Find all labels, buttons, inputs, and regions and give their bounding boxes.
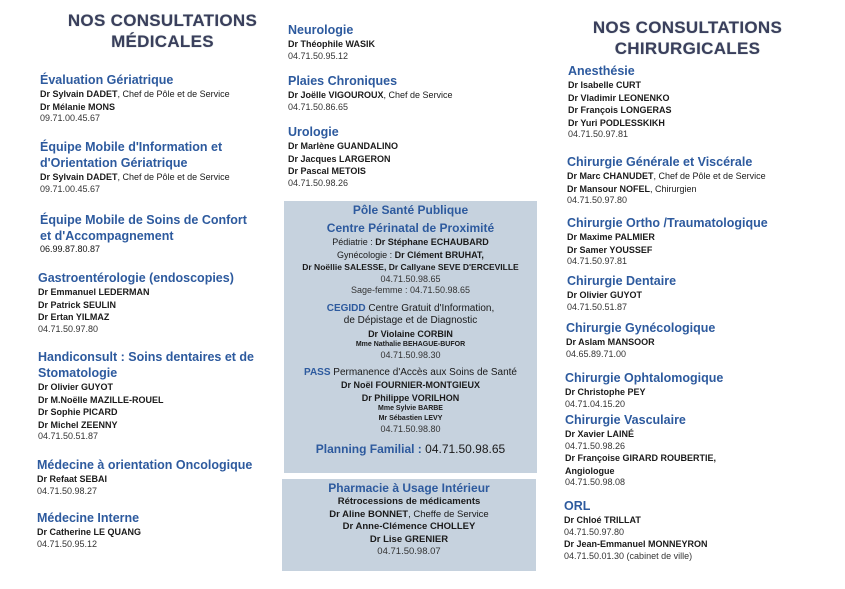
section-neurologie (288, 22, 528, 62)
phone-number: 04.71.50.97.80 (567, 195, 628, 205)
section-title: Anesthésie (568, 64, 635, 78)
section-chirurgie-ophtalmo (565, 370, 805, 410)
doctor-role: , Chef de Pôle et de Service (117, 172, 230, 182)
pharmacie-box (282, 479, 536, 571)
phone-number: 04.71.50.97.80 (38, 323, 99, 334)
doctor-name: Dr Violaine CORBIN (368, 328, 453, 339)
phone-number: 04.71.50.98.26 (288, 177, 349, 188)
section-chirurgie-generale (567, 154, 807, 207)
section-equipe-mobile-soins (40, 212, 285, 256)
section-urologie (288, 124, 528, 189)
section-oncologique (37, 457, 287, 497)
section-title-l2: Stomatologie (38, 366, 118, 380)
section-title: Évaluation Gériatrique (40, 73, 174, 87)
section-title: Chirurgie Ophtalomogique (565, 371, 724, 385)
section-title-l1: Équipe Mobile de Soins de Confort (40, 213, 247, 227)
doctor-role: , Chef de Pôle et de Service (117, 89, 230, 99)
phone-number: 09.71.00.45.67 (40, 183, 101, 194)
section-title: Chirurgie Générale et Viscérale (567, 155, 753, 169)
section-anesthesie (568, 63, 808, 141)
section-equipe-mobile-geriatrique (40, 139, 285, 195)
section-medecine-interne (37, 510, 282, 550)
phone-number: 04.71.50.98.07 (377, 546, 441, 557)
section-title: Urologie (288, 125, 339, 139)
doctor-name: Dr Pascal METOIS (288, 166, 366, 176)
doctor-name: Dr Jean-Emmanuel MONNEYRON (564, 539, 708, 549)
doctor-names: Dr Noëllie SALESSE, Dr Callyane SEVE D'ERCEVILLE (302, 262, 519, 272)
staff-name: Mme Nathalie BEHAGUE-BUFOR (355, 341, 466, 348)
cegidd-abbr: CEGIDD (326, 302, 366, 314)
doctor-name: Dr Samer YOUSSEF (567, 244, 653, 255)
section-title-l2: et d'Accompagnement (40, 229, 174, 243)
doctor-name: Dr Anne-Clémence CHOLLEY (342, 521, 476, 532)
medicales-heading-l1: NOS CONSULTATIONS (67, 11, 258, 30)
gyneco-label: Gynécologie : (337, 249, 395, 260)
phone-number: 04.71.50.98.26 (565, 440, 626, 451)
phone-number: 04.71.50.95.12 (288, 50, 349, 61)
cegidd-title-l1: Centre Gratuit d'Information, (365, 302, 495, 314)
pass-title: Permanence d'Accès aux Soins de Santé (330, 366, 517, 378)
phone-number: 04.71.50.98.08 (565, 477, 626, 487)
medicales-heading (40, 10, 285, 52)
planning-label: Planning Familial : (315, 441, 426, 456)
section-evaluation-geriatrique (40, 72, 285, 125)
doctor-role: , Chef de Service (383, 90, 453, 100)
section-title: Médecine Interne (37, 511, 140, 525)
phone-number: 04.71.50.01.30 (cabinet de ville) (564, 550, 693, 561)
section-plaies-chroniques (288, 73, 528, 113)
section-title-l1: Handiconsult : Soins dentaires et de (38, 350, 255, 364)
doctor-name: Dr Joëlle VIGOUROUX (288, 90, 384, 100)
pharmacie-subtitle: Rétrocessions de médicaments (337, 496, 481, 507)
phone-number: 04.71.50.51.87 (38, 431, 99, 441)
doctor-name: Dr Clément BRUHAT, (394, 249, 484, 260)
pediatrie-label: Pédiatrie : (332, 237, 376, 247)
doctor-name: Dr Marlène GUANDALINO (288, 141, 399, 151)
doctor-name: Dr Françoise GIRARD ROUBERTIE, (565, 453, 717, 463)
section-handiconsult (38, 349, 283, 443)
section-title: Chirurgie Vasculaire (565, 413, 686, 427)
doctor-name: Dr Philippe VORILHON (361, 392, 460, 403)
doctor-name: Dr Olivier GUYOT (567, 290, 643, 300)
doctor-name: Dr Aline BONNET (329, 508, 409, 520)
doctor-name: Dr Chloé TRILLAT (564, 515, 641, 525)
doctor-name: Dr Mansour NOFEL (567, 183, 651, 194)
medicales-heading-l2: MÉDICALES (111, 32, 214, 51)
phone-number: 04.71.04.15.20 (565, 398, 626, 409)
doctor-name: Dr Sophie PICARD (38, 407, 118, 417)
phone-number: 04.71.50.98.27 (37, 485, 98, 496)
pole-title: Pôle Santé Publique (352, 203, 469, 217)
chirurgicales-heading-l2: CHIRURGICALES (614, 39, 761, 58)
section-orl (564, 498, 804, 562)
section-title: Chirurgie Dentaire (567, 274, 677, 288)
doctor-name: Dr Vladimir LEONENKO (568, 92, 670, 103)
doctor-role: , Cheffe de Service (408, 508, 489, 520)
phone-number: 09.71.00.45.67 (40, 113, 101, 123)
section-title: Médecine à orientation Oncologique (37, 458, 253, 472)
doctor-role: , Chirurgien (650, 183, 697, 194)
doctor-name: Dr Mélanie MONS (40, 101, 116, 112)
section-title: Chirurgie Ortho /Traumatologique (567, 216, 768, 230)
doctor-name: Dr Aslam MANSOOR (566, 337, 655, 347)
doctor-name: Dr François LONGERAS (568, 105, 672, 115)
section-title: Gastroentérologie (endoscopies) (38, 271, 234, 285)
section-chirurgie-dentaire (567, 273, 807, 313)
doctor-name: Dr Christophe PEY (565, 387, 646, 397)
phone-number: 04.71.50.97.81 (567, 256, 628, 266)
phone-number: 04.71.50.98.80 (380, 424, 441, 434)
doctor-name: Dr Sylvain DADET (40, 89, 118, 99)
cegidd-title-l2: de Dépistage et de Diagnostic (343, 315, 478, 326)
chirurgicales-heading-l1: NOS CONSULTATIONS (592, 18, 783, 37)
section-title: Neurologie (288, 23, 354, 37)
section-title-l2: d'Orientation Gériatrique (40, 156, 188, 170)
doctor-name: Dr Emmanuel LEDERMAN (38, 287, 150, 297)
planning-phone: 04.71.50.98.65 (425, 441, 506, 456)
phone-number: 04.71.50.95.12 (37, 538, 98, 549)
doctor-name: Dr Théophile WASIK (288, 39, 376, 49)
phone-number: 04.71.50.98.65 (380, 273, 441, 284)
cpp-title: Centre Périnatal de Proximité (326, 221, 495, 235)
doctor-name: Dr Refaat SEBAI (37, 474, 108, 484)
section-title: ORL (564, 499, 591, 513)
pole-sante-publique-box (284, 201, 537, 473)
sage-femme-line: Sage-femme : 04.71.50.98.65 (350, 285, 471, 295)
section-title: Plaies Chroniques (288, 74, 398, 88)
doctor-name: Dr Noël FOURNIER-MONTGIEUX (340, 380, 480, 390)
doctor-name: Dr Marc CHANUDET (567, 171, 654, 181)
doctor-name: Dr Ertan YILMAZ (38, 312, 110, 322)
doctor-name: Dr Yuri PODLESSKIKH (568, 117, 665, 128)
phone-number: 04.71.50.97.81 (568, 129, 629, 139)
section-title: Chirurgie Gynécologique (566, 321, 716, 335)
doctor-name: Dr Patrick SEULIN (38, 299, 117, 310)
section-chirurgie-gynecologique (566, 320, 806, 360)
phone-number: 04.71.50.51.87 (567, 301, 628, 312)
phone-number: 04.71.50.98.30 (380, 350, 441, 360)
doctor-name: Dr Isabelle CURT (568, 80, 642, 90)
pass-abbr: PASS (304, 366, 331, 378)
doctor-name: Dr M.Noëlle MAZILLE-ROUEL (38, 394, 164, 405)
chirurgicales-heading (575, 17, 800, 59)
section-chirurgie-vasculaire (565, 412, 805, 489)
doctor-name: Dr Maxime PALMIER (567, 232, 655, 242)
section-gastroenterologie (38, 270, 283, 335)
staff-name: Mme Sylvie BARBE (378, 405, 443, 412)
doctor-name: Dr Jacques LARGERON (288, 153, 391, 164)
doctor-name: Dr Sylvain DADET (40, 172, 118, 182)
phone-number: 06.99.87.80.87 (40, 244, 101, 254)
staff-name: Mr Sébastien LEVY (378, 415, 443, 422)
doctor-name: Dr Catherine LE QUANG (37, 527, 142, 537)
section-title-l1: Équipe Mobile d'Information et (40, 140, 223, 154)
doctor-name: Dr Michel ZEENNY (38, 419, 118, 430)
doctor-name: Dr Lise GRENIER (369, 533, 449, 545)
doctor-name: Dr Olivier GUYOT (38, 382, 114, 392)
doctor-role: , Chef de Pôle et de Service (653, 171, 766, 181)
doctor-specialty: Angiologue (565, 465, 615, 476)
doctor-name: Dr Xavier LAINÉ (565, 429, 635, 439)
pharmacie-title: Pharmacie à Usage Intérieur (328, 481, 490, 495)
phone-number: 04.71.50.97.80 (564, 526, 625, 537)
section-chirurgie-ortho (567, 215, 807, 268)
doctor-name: Dr Stéphane ECHAUBARD (375, 237, 489, 247)
phone-number: 04.71.50.86.65 (288, 101, 349, 112)
phone-number: 04.65.89.71.00 (566, 348, 627, 359)
